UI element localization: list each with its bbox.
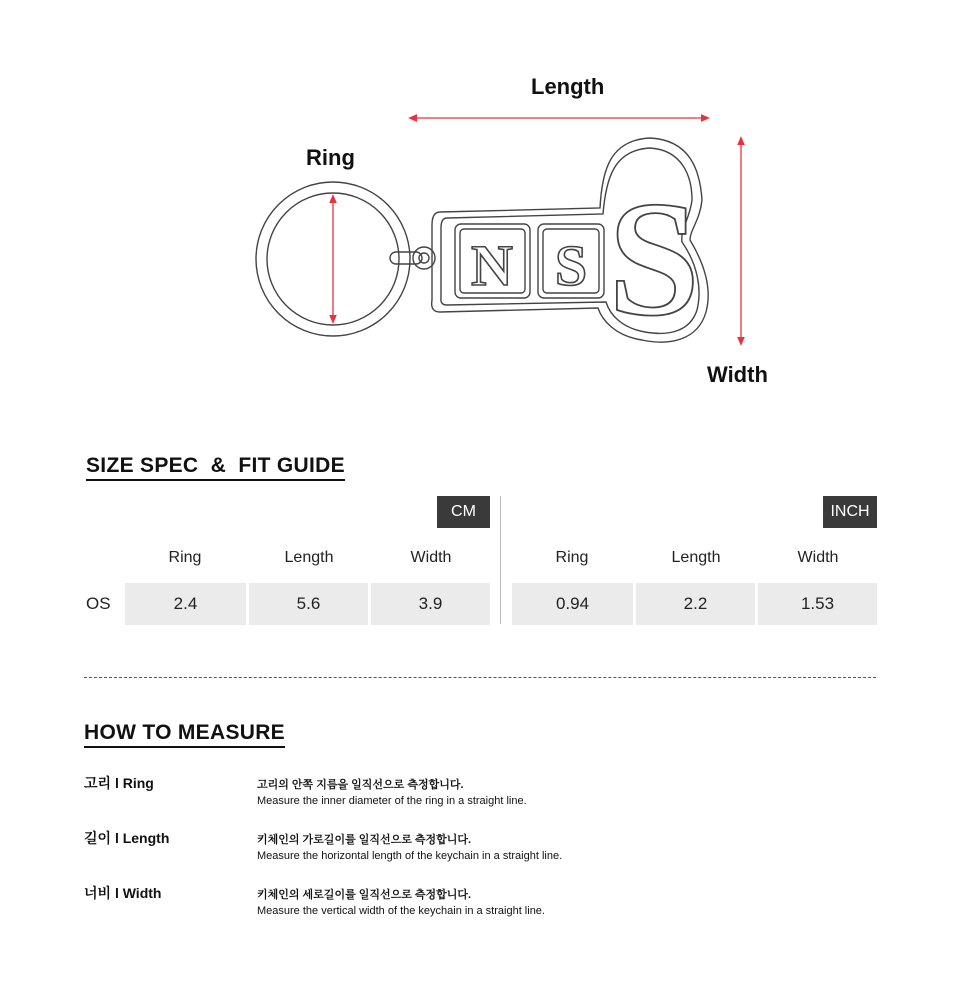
inch-header-width: Width xyxy=(797,549,839,566)
logo-s-large-letter: S xyxy=(608,167,700,350)
inch-unit-badge: INCH xyxy=(823,496,877,528)
cm-header-length: Length xyxy=(284,549,334,566)
section-separator xyxy=(84,677,876,678)
measure-ring-english: Measure the inner diameter of the ring in a straight line. xyxy=(257,795,527,807)
cm-unit-badge: CM xyxy=(437,496,490,528)
cm-header-ring: Ring xyxy=(168,549,202,566)
measure-length-english: Measure the horizontal length of the keychain in a straight line. xyxy=(257,850,563,862)
inch-value-ring: 0.94 xyxy=(512,583,633,625)
ring-label: Ring xyxy=(306,145,355,170)
measure-ring-label: 고리 l Ring xyxy=(84,775,154,791)
keychain-diagram xyxy=(0,0,960,420)
length-label: Length xyxy=(531,74,605,99)
keychain-illustration xyxy=(0,0,960,420)
measure-width-label: 너비 l Width xyxy=(84,885,162,901)
logo-n-letter: N xyxy=(471,233,513,298)
ring-connector xyxy=(390,247,435,269)
cm-value-length: 5.6 xyxy=(249,583,368,625)
cm-value-width: 3.9 xyxy=(371,583,490,625)
cm-value-ring: 2.4 xyxy=(125,583,246,625)
inch-value-width: 1.53 xyxy=(758,583,877,625)
measure-length-label: 길이 l Length xyxy=(84,830,170,846)
inch-header-ring: Ring xyxy=(555,549,589,566)
logo-s-small-letter: S xyxy=(554,233,588,298)
width-label: Width xyxy=(707,362,768,387)
measure-width-english: Measure the vertical width of the keychain in a straight line. xyxy=(257,905,545,917)
inch-value-length: 2.2 xyxy=(636,583,755,625)
measure-length-korean: 키체인의 가로길이를 일직선으로 측정합니다. xyxy=(257,834,472,846)
unit-divider xyxy=(500,496,501,624)
inch-header-length: Length xyxy=(671,549,721,566)
cm-header-width: Width xyxy=(410,549,452,566)
how-to-measure-title: HOW TO MEASURE xyxy=(84,721,285,748)
row-label-os: OS xyxy=(86,594,111,613)
measure-width-korean: 키체인의 세로길이를 일직선으로 측정합니다. xyxy=(257,889,472,901)
size-spec-title: SIZE SPEC & FIT GUIDE xyxy=(86,454,345,481)
measure-ring-korean: 고리의 안쪽 지름을 일직선으로 측정합니다. xyxy=(257,779,464,791)
